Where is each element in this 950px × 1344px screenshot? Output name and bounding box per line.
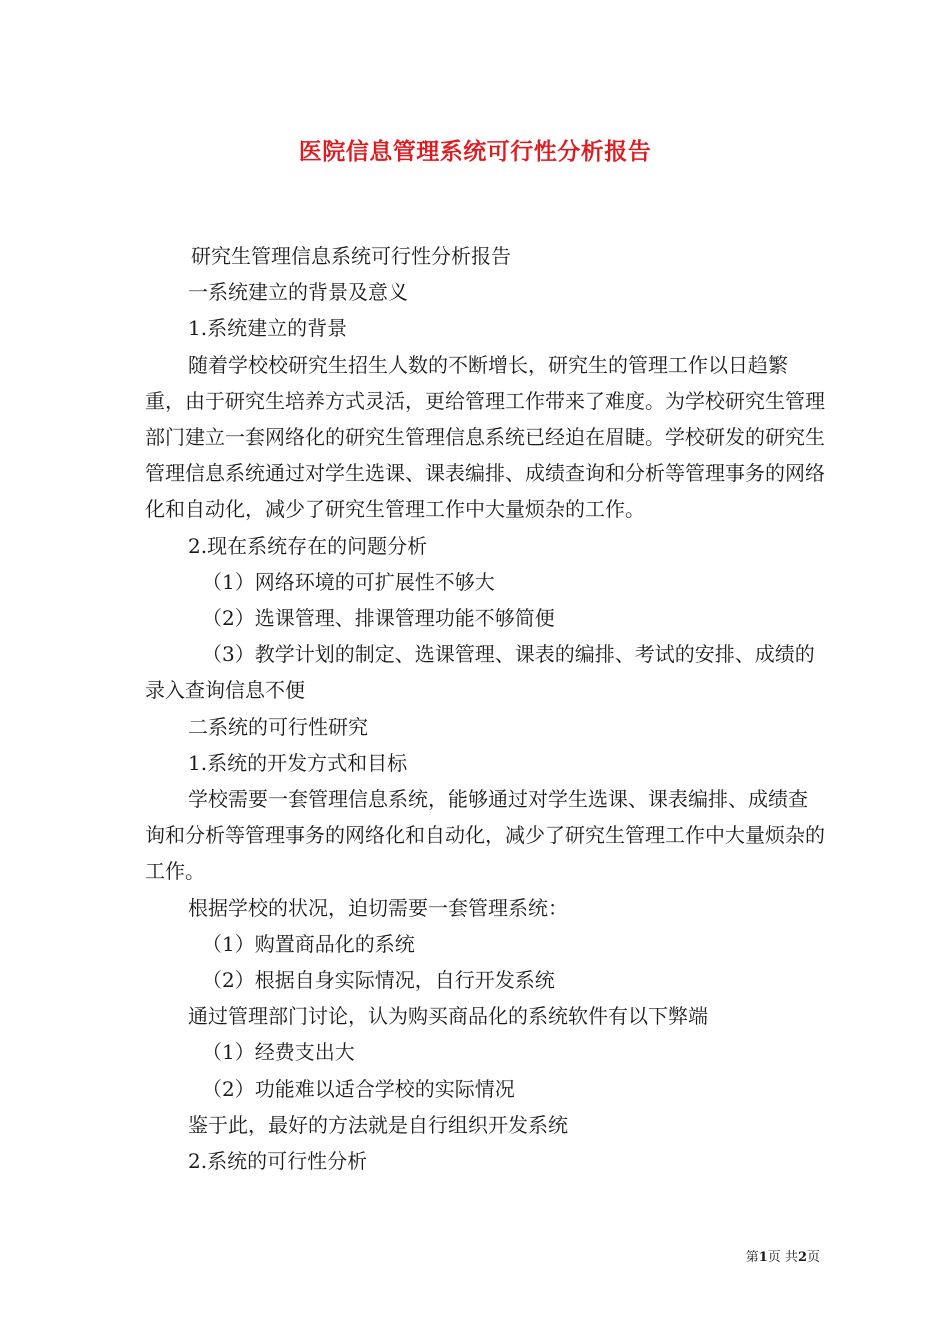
list-item-problem-3: （3）教学计划的制定、选课管理、课表的编排、考试的安排、成绩的录入查询信息不便 [145,642,815,703]
list-item-drawback-1: （1）经费支出大 [202,1040,355,1065]
footer-current-page: 1 [758,1250,768,1265]
paragraph-background: 随着学校校研究生招生人数的不断增长，研究生的管理工作以日趋繁重，由于研究生培养方式灵活，更给管理工作带来了难度。为学校研究生管理部门建立一套网络化的研究生管理信息系统已经迫在眉睫。学校研发的研究生管理信息系统通过对学生选课、课表编排、成绩查询和分析等管理事务的网络化和自动化，减少了研究生管理工作中大量烦杂的工作。 [145,352,825,522]
subsection-heading-2-2: 2.系统的可行性分析 [188,1149,368,1174]
list-item-problem-1: （1）网络环境的可扩展性不够大 [202,569,495,594]
list-item-option-1: （1）购置商品化的系统 [202,931,415,956]
subsection-heading-1-1: 1.系统建立的背景 [188,316,348,341]
footer-suffix: 页 [806,1250,820,1265]
page-footer [700,1246,820,1265]
paragraph-options-intro: 根据学校的状况，迫切需要一套管理系统： [188,895,568,920]
paragraph-conclusion: 鉴于此，最好的方法就是自行组织开发系统 [188,1112,568,1137]
document-title: 医院信息管理系统可行性分析报告 [298,138,652,165]
paragraph-drawbacks-intro: 通过管理部门讨论，认为购买商品化的系统软件有以下弊端 [188,1004,708,1029]
document-body [145,238,825,1179]
section-heading-2: 二系统的可行性研究 [188,714,368,739]
subsection-heading-1-2: 2.现在系统存在的问题分析 [188,533,428,558]
section-heading-1: 一系统建立的背景及意义 [188,280,408,305]
list-item-drawback-2: （2）功能难以适合学校的实际情况 [202,1076,515,1101]
list-item-problem-2: （2）选课管理、排课管理功能不够简便 [202,606,555,631]
paragraph-subtitle: 研究生管理信息系统可行性分析报告 [191,244,511,268]
subsection-heading-2-1: 1.系统的开发方式和目标 [188,750,408,775]
footer-prefix: 第 [745,1250,759,1265]
paragraph-requirements: 学校需要一套管理信息系统，能够通过对学生选课、课表编排、成绩查询和分析等管理事务的网络化和自动化，减少了研究生管理工作中大量烦杂的工作。 [145,787,825,884]
footer-total-pages: 2 [797,1250,807,1265]
footer-middle: 页 共 [767,1250,798,1265]
list-item-option-2: （2）根据自身实际情况，自行开发系统 [202,968,555,993]
